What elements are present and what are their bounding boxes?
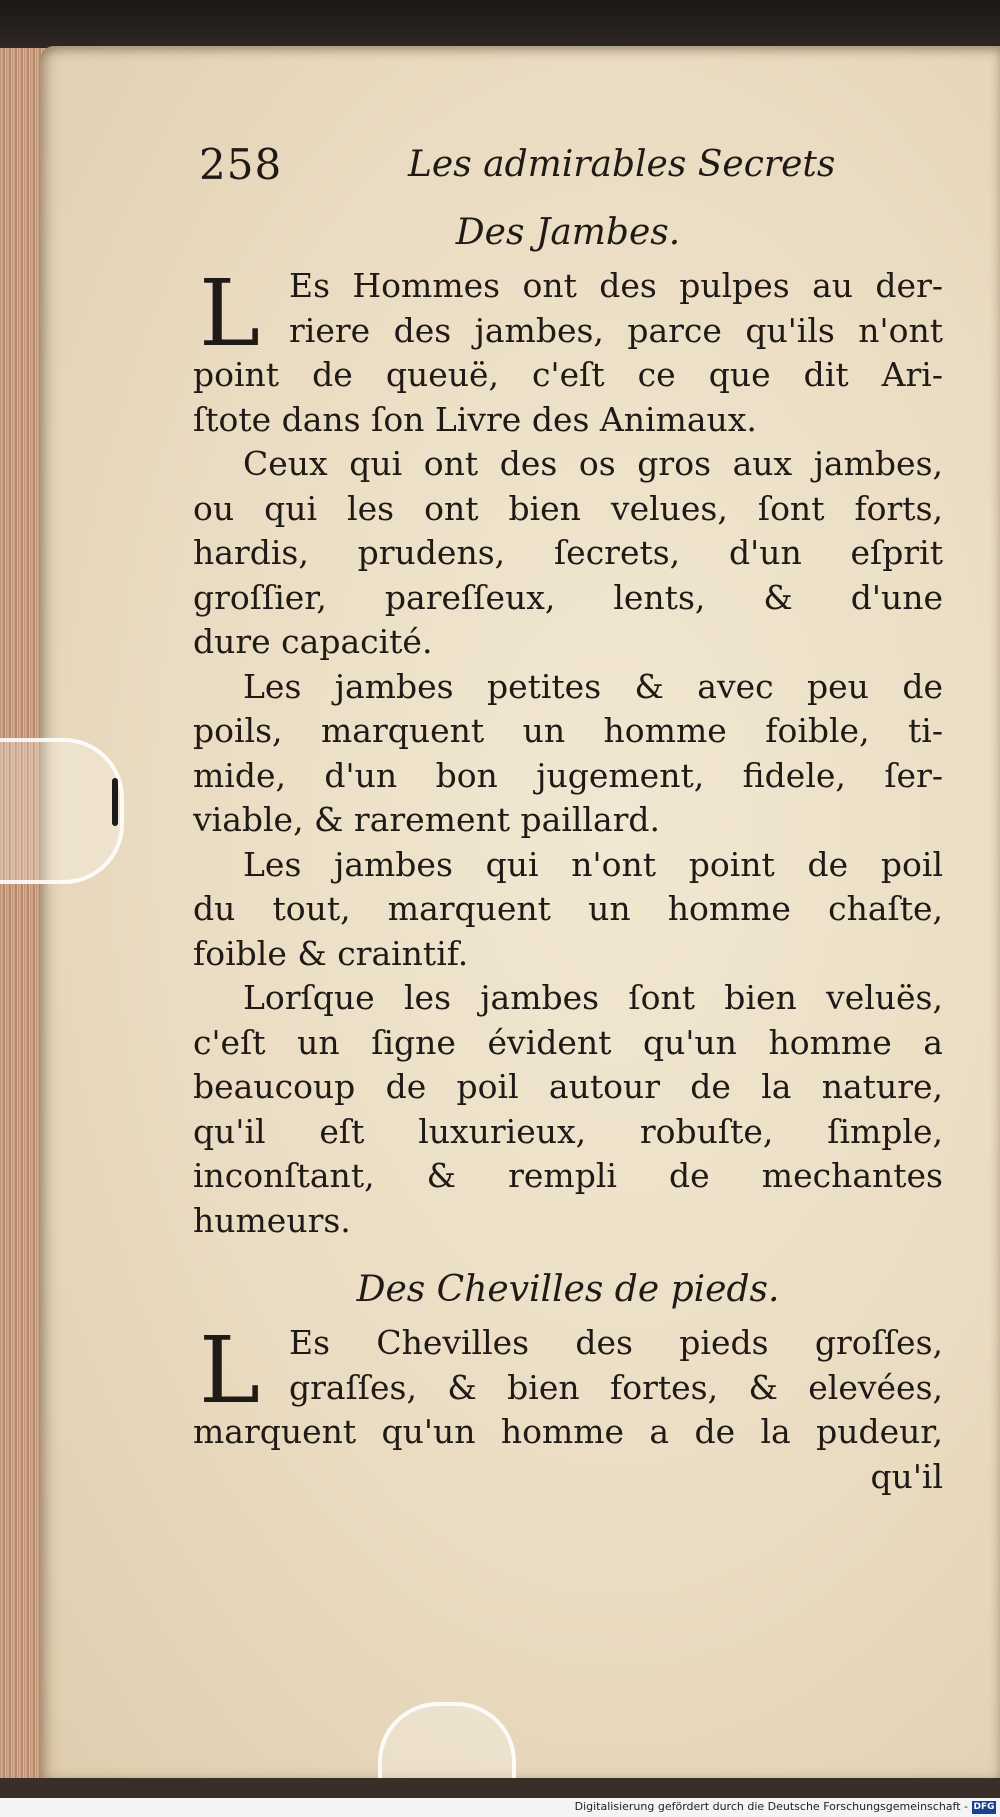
text-line: hardis, prudens, ſecrets, d'un eſprit <box>193 533 943 572</box>
clip-shadow <box>112 778 118 826</box>
paragraph <box>193 665 943 843</box>
text-line: Ceux qui ont des os gros aux jambes, <box>243 444 943 483</box>
page-clip-left <box>0 738 124 884</box>
paragraph <box>193 1317 943 1455</box>
text-line: beaucoup de poil autour de la nature, <box>193 1067 943 1106</box>
paragraph <box>193 843 943 977</box>
text-line: riere des jambes, parce qu'ils n'ont <box>289 310 943 350</box>
text-line: qu'il eſt luxurieux, robuſte, ſimple, <box>193 1111 943 1151</box>
section-heading: Des Chevilles de pieds. <box>356 1269 780 1310</box>
page-number: 258 <box>199 140 283 189</box>
text-line: Es Chevilles des pieds groſſes, <box>289 1323 943 1362</box>
digitization-credit: Digitalisierung gefördert durch die Deutsche Forschungsgemeinschaft - <box>574 1800 968 1813</box>
text-line: groſſier, pareſſeux, lents, & d'une <box>193 577 943 617</box>
text-line: c'eſt un ſigne évident qu'un homme a <box>193 1022 943 1062</box>
paragraph <box>193 260 943 442</box>
text-line: Es Hommes ont des pulpes au der- <box>289 266 943 305</box>
text-line: inconſtant, & rempli de mechantes <box>193 1156 943 1195</box>
text-line: humeurs. <box>193 1200 351 1240</box>
page-text <box>193 140 943 1499</box>
running-title: Les admirables Secrets <box>408 144 836 185</box>
text-line: Les jambes petites & avec peu de <box>243 666 943 706</box>
text-line: Les jambes qui n'ont point de poil <box>243 844 943 884</box>
bottom-scan-border <box>0 1778 1000 1798</box>
text-line: foible & craintif. <box>193 933 469 973</box>
text-line: dure capacité. <box>193 622 433 661</box>
catchword: qu'il <box>870 1456 943 1496</box>
text-line: viable, & rarement paillard. <box>193 800 661 839</box>
top-scan-border <box>0 0 1000 52</box>
paragraph <box>193 442 943 665</box>
section-gap <box>193 1243 943 1259</box>
text-line: ou qui les ont bien velues, ſont forts, <box>193 488 943 528</box>
text-line: marquent qu'un homme a de la pudeur, <box>193 1412 943 1451</box>
text-line: ſtote dans ſon Livre des Animaux. <box>193 399 757 439</box>
drop-cap: L <box>199 1317 261 1424</box>
paragraph <box>193 976 943 1243</box>
running-head <box>193 140 943 202</box>
text-line: Lorſque les jambes ſont bien veluës, <box>243 978 943 1017</box>
text-line: mide, d'un bon jugement, fidele, ſer- <box>193 755 943 795</box>
drop-cap: L <box>199 260 261 367</box>
text-line: poils, marquent un homme foible, ti- <box>193 711 943 750</box>
text-line: du tout, marquent un homme chaſte, <box>193 889 943 928</box>
text-line: graſſes, & bien fortes, & elevées, <box>289 1367 943 1407</box>
dfg-logo: DFG <box>973 1802 995 1812</box>
text-line: point de queuë, c'eſt ce que dit Ari- <box>193 355 943 394</box>
section-heading: Des Jambes. <box>455 212 681 253</box>
